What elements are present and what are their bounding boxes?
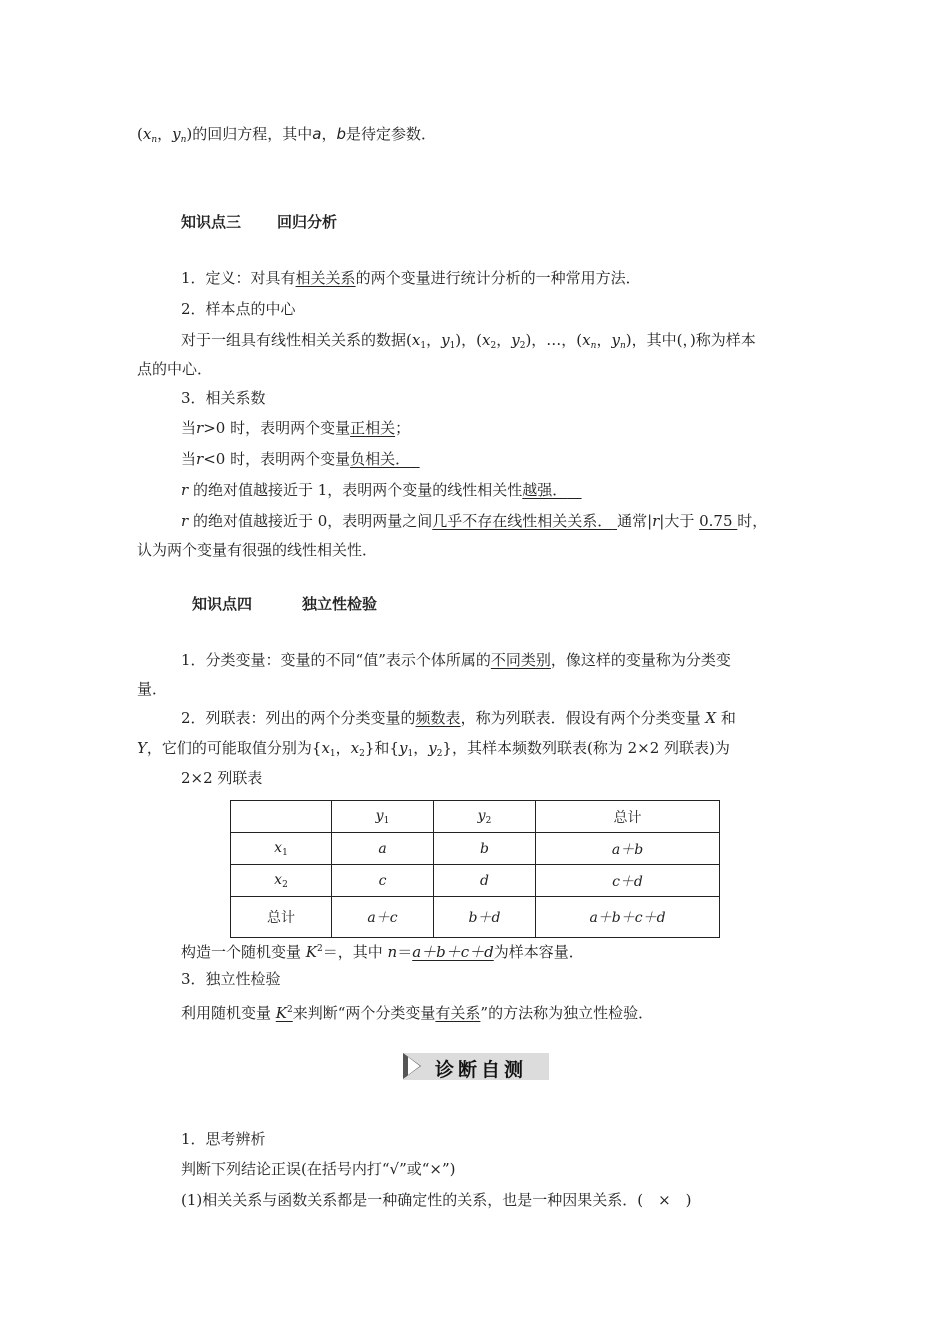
table-cell: d [434, 865, 536, 897]
table-cell-empty [231, 801, 332, 833]
table-cell: c [332, 865, 434, 897]
quiz-item: (1)相关关系与函数关系都是一种确定性的关系，也是一种因果关系．( × ) [181, 1191, 692, 1209]
sample-center-text-cont: 点的中心． [137, 360, 213, 378]
table-cell: a＋b [536, 833, 720, 865]
table-header-total: 总计 [536, 801, 720, 833]
banner-label: 诊断自测 [435, 1059, 528, 1081]
table-header-y1: $y_1$ [332, 801, 434, 833]
table-row-label-total: 总计 [231, 897, 332, 938]
contingency-table [230, 800, 720, 938]
independence-test-title: 3．独立性检验 [181, 970, 281, 988]
table-row [231, 801, 720, 833]
table-row [231, 897, 720, 938]
section3-heading [181, 212, 337, 232]
r-near-one-line: r 的绝对值越接近于 1，表明两个变量的线性相关性越强． [181, 481, 568, 499]
section4-number: 知识点四 [192, 595, 253, 613]
quiz-instruction: 判断下列结论正误(在括号内打“√”或“×”) [181, 1160, 456, 1178]
self-test-banner [403, 1053, 549, 1080]
sample-center-text: 对于一组具有线性相关关系的数据($x_1$，$y_1$)，($x_2$，$y_2$)，…，($x_n$，$y_n$)，其中(，)称为样本 [181, 331, 756, 351]
table-header-y2: $y_2$ [434, 801, 536, 833]
independence-test-line: 利用随机变量 $K^2$来判断“两个分类变量有关系”的方法称为独立性检验． [181, 1004, 654, 1022]
table-caption: 2×2 列联表 [181, 769, 263, 787]
table-cell: b [434, 833, 536, 865]
regression-eq-line: ($x_n$，$y_n$)的回归方程，其中a，b是待定参数． [137, 125, 437, 145]
table-row [231, 865, 720, 897]
banner-arrow-inner-icon [408, 1057, 420, 1075]
table-cell: a＋b＋c＋d [536, 897, 720, 938]
section3-number: 知识点三 [181, 213, 242, 231]
table-row-label-x2: $x_2$ [231, 865, 332, 897]
r-negative-line: 当r<0 时，表明两个变量负相关． [181, 450, 411, 468]
section3-name: 回归分析 [277, 213, 338, 231]
table-row [231, 833, 720, 865]
contingency-table-line: 2．列联表：列出的两个分类变量的频数表，称为列联表．假设有两个分类变量 X 和 [181, 709, 736, 727]
correlation-title: 3．相关系数 [181, 389, 266, 407]
table-cell: a＋c [332, 897, 434, 938]
r-near-zero-line-cont: 认为两个变量有很强的线性相关性． [137, 541, 378, 559]
categorical-variable-line-cont: 量． [137, 680, 168, 698]
r-positive-line: 当r>0 时，表明两个变量正相关； [181, 419, 411, 437]
section4-heading [192, 594, 377, 614]
r-near-zero-line: r 的绝对值越接近于 0，表明两量之间几乎不存在线性相关关系． 通常|r|大于 0.75 时， [181, 512, 768, 530]
definition-line: 1．定义：对具有相关关系的两个变量进行统计分析的一种常用方法． [181, 269, 641, 287]
section4-name: 独立性检验 [302, 595, 378, 613]
quiz-title: 1．思考辨析 [181, 1130, 266, 1148]
table-row-label-x1: $x_1$ [231, 833, 332, 865]
categorical-variable-line: 1．分类变量：变量的不同“值”表示个体所属的不同类别，像这样的变量称为分类变 [181, 651, 731, 669]
table-cell: c＋d [536, 865, 720, 897]
table-cell: a [332, 833, 434, 865]
table-cell: b＋d [434, 897, 536, 938]
sample-center-title: 2．样本点的中心 [181, 300, 296, 318]
contingency-table-line-cont: Y，它们的可能取值分别为{$x_1$，$x_2$}和{$y_1$，$y_2$}，其样本频数列联表(称为 2×2 列联表)为 [137, 739, 730, 759]
k-squared-line: 构造一个随机变量 $K^2=$，其中 n＝a＋b＋c＋d为样本容量． [181, 943, 584, 961]
